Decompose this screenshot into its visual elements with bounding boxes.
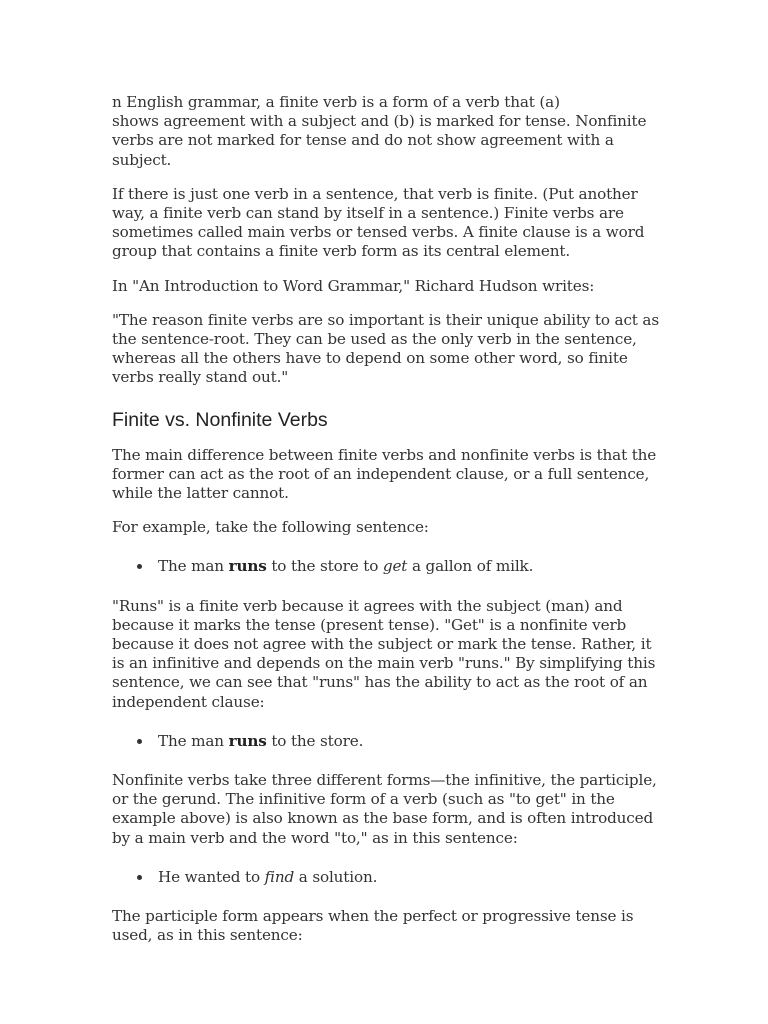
example-intro-paragraph: For example, take the following sentence: <box>112 518 429 537</box>
example-list-1 <box>112 557 664 576</box>
infinitive-verb-find: find <box>264 867 295 886</box>
nonfinite-forms-paragraph: Nonfinite verbs take three different forms—the infinitive, the participle, or the gerund. The infinitive form of a verb (such as "to get" in the example above) is also known as the base form, and is often introduced by a main verb and the word "to," as in this sentence: <box>112 771 657 847</box>
finite-verb-runs: runs <box>228 557 267 576</box>
nonfinite-verb-get: get <box>382 557 408 576</box>
finite-verb-runs: runs <box>228 731 267 750</box>
participle-paragraph: The participle form appears when the perfect or progressive tense is used, as in this sentence: <box>112 907 634 945</box>
intro-line-1: n English grammar, a finite verb is a form of a verb that (a) <box>112 93 560 111</box>
example-list-3 <box>112 868 664 887</box>
example-list-2 <box>112 732 664 751</box>
finite-definition-paragraph: If there is just one verb in a sentence, that verb is finite. (Put another way, a finite verb can stand by itself in a sentence.) Finite verbs are sometimes called main verbs or tensed verbs. A finite clause is a word group that contains a finite verb form as its central element. <box>112 184 645 261</box>
example-sentence-2: The man runs to the store. <box>112 732 664 751</box>
hudson-intro-paragraph: In "An Introduction to Word Grammar," Richard Hudson writes: <box>112 276 595 295</box>
section-heading: Finite vs. Nonfinite Verbs <box>112 408 328 431</box>
article-body <box>112 93 664 961</box>
example-sentence-3: He wanted to find a solution. <box>112 868 664 887</box>
intro-paragraph <box>112 93 664 170</box>
example-sentence-1: The man runs to the store to get a gallon of milk. <box>112 557 664 576</box>
hudson-quote: "The reason finite verbs are so important is their unique ability to act as the sentence-root. They can be used as the only verb in the sentence, whereas all the others have to depend on some other word, so finite verbs really stand out." <box>112 310 659 387</box>
intro-line-2: shows agreement with a subject and (b) is marked for tense. Nonfinite verbs are not marked for tense and do not show agreement with a subject. <box>112 112 647 169</box>
runs-explanation-paragraph: "Runs" is a finite verb because it agrees with the subject (man) and because it marks the tense (present tense). "Get" is a nonfinite verb because it does not agree with the subject or mark the tense. Rather, it is an infinitive and depends on the main verb "runs." By simplifying this sentence, we can see that "runs" has the ability to act as the root of an independent clause: <box>112 596 656 711</box>
difference-paragraph: The main difference between finite verbs and nonfinite verbs is that the former can act as the root of an independent clause, or a full sentence, while the latter cannot. <box>112 445 657 503</box>
